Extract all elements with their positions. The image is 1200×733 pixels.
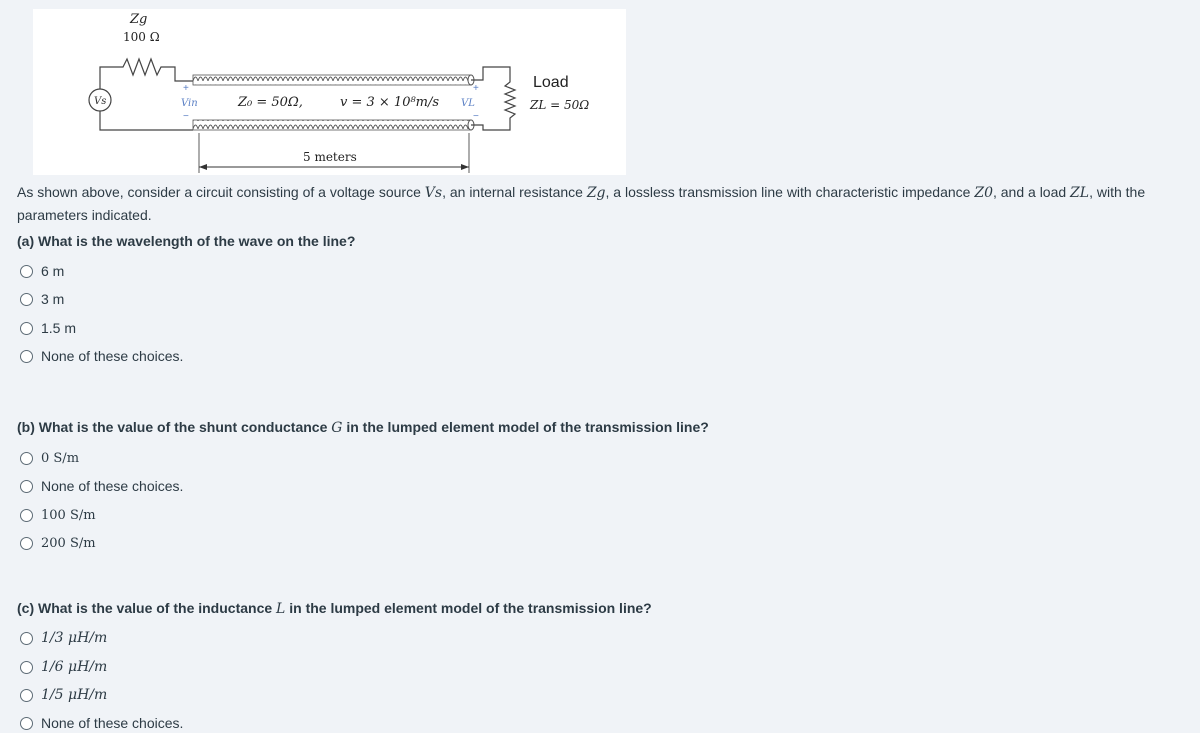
intro-text-2: , an internal resistance xyxy=(442,184,587,200)
intro-z0: Z0 xyxy=(974,185,993,201)
intro-zl: ZL xyxy=(1070,185,1090,201)
option-label: 3 m xyxy=(41,291,65,307)
option-label: None of these choices. xyxy=(41,715,184,731)
question-c-option-4[interactable] xyxy=(20,713,183,733)
circuit-diagram xyxy=(33,9,626,175)
intro-zg: Zg xyxy=(586,185,606,201)
vin-plus: + xyxy=(183,83,189,94)
line-top-conductor xyxy=(193,75,471,85)
source-bottom-wire xyxy=(100,111,193,130)
question-a-option-2[interactable] xyxy=(20,289,64,309)
option-label: None of these choices. xyxy=(41,478,184,494)
option-label: 100 S/m xyxy=(41,507,96,523)
question-c-title-text: (c) What is the value of the inductance xyxy=(17,600,277,616)
question-a-option-4[interactable] xyxy=(20,346,183,366)
question-b-option-1[interactable] xyxy=(20,448,79,468)
vin-label: Vin xyxy=(181,98,198,109)
option-label: 1/5 μH/m xyxy=(41,687,108,703)
length-arrow-left xyxy=(199,164,207,170)
radio-button[interactable] xyxy=(20,661,33,674)
radio-button[interactable] xyxy=(20,265,33,278)
intro-text-1: As shown above, consider a circuit consisting of a voltage source xyxy=(17,184,425,200)
question-c-title xyxy=(17,600,652,617)
question-c-option-3[interactable] xyxy=(20,685,107,705)
zg-resistor xyxy=(115,59,193,81)
question-b-title-text: (b) What is the value of the shunt conductance xyxy=(17,419,332,435)
radio-button[interactable] xyxy=(20,322,33,335)
vl-label: VL xyxy=(461,98,475,109)
radio-button[interactable] xyxy=(20,537,33,550)
radio-button[interactable] xyxy=(20,632,33,645)
zl-label: ZL = 50Ω xyxy=(530,98,590,112)
question-a-option-1[interactable] xyxy=(20,261,64,281)
load-title: Load xyxy=(533,74,569,91)
question-c-option-1[interactable] xyxy=(20,628,107,648)
circuit-figure xyxy=(33,9,626,175)
option-label: 1.5 m xyxy=(41,320,77,336)
line-bottom-conductor xyxy=(193,120,471,130)
vl-minus: − xyxy=(473,111,479,122)
radio-button[interactable] xyxy=(20,509,33,522)
question-intro xyxy=(17,182,1182,226)
question-b-title-rest: in the lumped element model of the transmission line? xyxy=(342,419,709,435)
zg-label: Zg xyxy=(130,12,148,27)
option-label: 0 S/m xyxy=(41,450,80,466)
option-label: 1/3 μH/m xyxy=(41,630,108,646)
radio-button[interactable] xyxy=(20,350,33,363)
voltage-source-symbol: Vs xyxy=(94,96,107,107)
question-b-title xyxy=(17,419,709,436)
question-c-option-2[interactable] xyxy=(20,657,107,677)
option-label: None of these choices. xyxy=(41,348,184,364)
zg-value: 100 Ω xyxy=(123,30,160,44)
vl-plus: + xyxy=(473,83,479,94)
intro-text-5: , with the parameters indicated. xyxy=(17,184,1146,223)
option-label: 200 S/m xyxy=(41,535,96,551)
option-label: 1/6 μH/m xyxy=(41,659,108,675)
radio-button[interactable] xyxy=(20,293,33,306)
question-b-option-3[interactable] xyxy=(20,505,96,525)
radio-button[interactable] xyxy=(20,689,33,702)
length-arrow-right xyxy=(461,164,469,170)
option-label: 6 m xyxy=(41,263,65,279)
intro-vs: Vs xyxy=(424,185,443,201)
question-b-var: G xyxy=(331,420,343,436)
question-b-option-2[interactable] xyxy=(20,476,183,496)
radio-button[interactable] xyxy=(20,452,33,465)
radio-button[interactable] xyxy=(20,717,33,730)
velocity-label: v = 3 × 10⁸m/s xyxy=(340,95,440,110)
source-top-wire xyxy=(100,67,115,89)
intro-text-3: , a lossless transmission line with characteristic impedance xyxy=(605,184,975,200)
question-a-title: (a) What is the wavelength of the wave on the line? xyxy=(17,233,356,249)
length-label: 5 meters xyxy=(303,150,357,164)
radio-button[interactable] xyxy=(20,480,33,493)
vin-minus: − xyxy=(183,111,189,122)
question-c-var: L xyxy=(276,601,286,617)
question-b-option-4[interactable] xyxy=(20,533,96,553)
question-c-title-rest: in the lumped element model of the transmission line? xyxy=(285,600,652,616)
question-a-option-3[interactable] xyxy=(20,318,76,338)
intro-text-4: , and a load xyxy=(992,184,1071,200)
z0-label: Z₀ = 50Ω, xyxy=(238,95,303,110)
